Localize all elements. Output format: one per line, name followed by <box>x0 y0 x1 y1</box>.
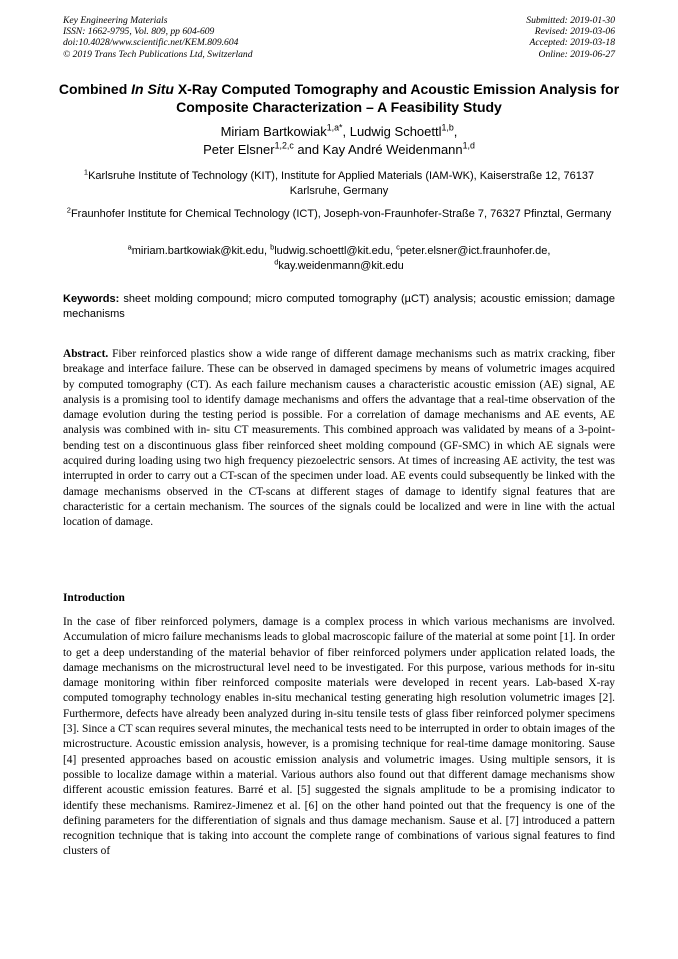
introduction-paragraph: In the case of fiber reinforced polymers, damage is a complex process in which various mechanisms are involved. Accumulation of micro failure mechanisms leads to global macroscopic failure of the material at some point [1]. In order to get a deep understanding of the material behavior of fiber reinforced polymers under application related loads, the damage mechanisms on the microstructural level need to be investigated. For this purpose, various methods for in-situ damage monitoring within fiber reinforced composite materials were developed in recent years. Lab-based X-ray computed tomography technology enables in-situ mechanical testing generating high resolution volumetric images [2]. Furthermore, defects have already been analyzed during in-situ tensile tests of glass fiber reinforced polymer specimens [3]. Since a CT scan requires several minutes, the mechanical tests need to be interrupted in order to obtain images of the microstructure. Acoustic emission analysis, however, is a promising technique for real-time damage monitoring. Sause [4] presented approaches based on acoustic emission analysis and volumetric images. Using multiple sensors, it is possible to localize damage within a material. Various authors also found out that different damage mechanisms show different acoustic emission features. Barré et al. [5] suggested the signals amplitude to be a promising indicator to identify these mechanisms. Ramirez-Jimenez et al. [6] on the other hand pointed out that the frequency is one of the defining parameters for the differentiation of signals and thus damage mechanism. Sause et al. [7] introduced a pattern recognition technique that is taking into account the complete range of combinations of various signal features to find clusters of <box>63 616 615 858</box>
journal-header-left <box>63 15 253 60</box>
abstract-label: Abstract. <box>63 348 109 360</box>
date-submitted: Submitted: 2019-01-30 <box>526 15 615 26</box>
email-address[interactable]: ludwig.schoettl@kit.edu, <box>274 245 397 257</box>
author-name: Miriam Bartkowiak <box>220 124 327 139</box>
affiliation-2 <box>63 207 615 222</box>
email-marker: a <box>127 242 132 252</box>
email-list <box>63 244 615 273</box>
author-separator: , <box>342 124 350 139</box>
affiliation-marker: 1 <box>83 167 89 177</box>
email-marker: c <box>396 242 400 252</box>
journal-name: Key Engineering Materials <box>63 15 168 26</box>
author-affiliation-marker: 1,d <box>462 140 475 151</box>
section-heading-introduction: Introduction <box>63 592 125 604</box>
author-list <box>55 123 623 159</box>
title-part-2: X-Ray Computed Tomography and Acoustic Emission Analysis for Composite Characterization – A Feasibility Study <box>173 81 620 115</box>
email-address[interactable]: kay.weidenmann@kit.edu <box>278 259 404 272</box>
author-affiliation-marker: 1,2,c <box>274 140 294 151</box>
author-name: Ludwig Schoettl <box>349 124 442 139</box>
journal-copyright: © 2019 Trans Tech Publications Ltd, Switzerland <box>63 48 253 60</box>
affiliation-text: Karlsruhe Institute of Technology (KIT), Institute for Applied Materials (IAM-WK), Kaiserstraße 12, 76137 Karlsruhe, Germany <box>88 170 595 197</box>
email-marker: d <box>274 256 279 266</box>
affiliation-text: Fraunhofer Institute for Chemical Technology (ICT), Joseph-von-Fraunhofer-Straße 7, 76327 Pfinztal, Germany <box>70 208 612 220</box>
journal-header-right <box>526 15 615 60</box>
author-name: Kay André Weidenmann <box>322 142 463 157</box>
author-separator: and <box>293 142 323 157</box>
journal-doi: doi:10.4028/www.scientific.net/KEM.809.604 <box>63 37 239 49</box>
abstract-block <box>63 347 615 531</box>
author-affiliation-marker: 1,a* <box>326 122 343 133</box>
email-marker: b <box>270 242 275 252</box>
email-address[interactable]: peter.elsner@ict.fraunhofer.de, <box>399 245 551 257</box>
author-separator: , <box>453 124 458 139</box>
keywords-text: sheet molding compound; micro computed tomography (µCT) analysis; acoustic emission; damage mechanisms <box>63 293 616 320</box>
journal-issn: ISSN: 1662-9795, Vol. 809, pp 604-609 <box>63 26 215 38</box>
abstract-text: Fiber reinforced plastics show a wide range of different damage mechanisms such as matrix cracking, fiber breakage and interface failure. These can be observed in damaged specimens by means of volumetric images acquired by computed tomography (CT). As each failure mechanism causes a characteristic acoustic emission (AE) signal, AE analysis is a promising tool to identify damage mechanisms and offers the advantage that a real-time observation of the damage evolution during the testing period is possible. For a correlation of damage mechanisms and AE events, AE analysis was combined with in- situ CT measurements. This combined approach was validated by means of a 3-point-bending test on a discontinuous glass fiber reinforced sheet molding compound (GF-SMC) in which AE signals were acquired during loading using two high frequency piezoelectric sensors. At times of increasing AE activity, the test was interrupted in order to carry out a CT-scan of the specimen under load. AE events could subsequently be linked with the damage mechanisms observed in the CT-scans at different stages of damage to identify signal features that are characteristic for a certain mechanism. The sources of the signals could be localized and were in line with the actual location of damage. <box>63 348 615 529</box>
title-italic: In Situ <box>131 81 174 97</box>
date-revised: Revised: 2019-03-06 <box>534 26 615 38</box>
author-name: Peter Elsner <box>203 142 275 157</box>
date-online: Online: 2019-06-27 <box>538 48 615 60</box>
keywords-block <box>63 292 615 321</box>
title-part-1: Combined <box>58 81 132 97</box>
email-address[interactable]: miriam.bartkowiak@kit.edu, <box>131 245 271 257</box>
date-accepted: Accepted: 2019-03-18 <box>529 37 615 49</box>
keywords-label: Keywords: <box>63 293 120 305</box>
paper-title <box>55 80 623 116</box>
author-affiliation-marker: 1,b <box>441 122 454 133</box>
affiliation-1 <box>63 169 615 198</box>
affiliation-marker: 2 <box>66 205 71 215</box>
